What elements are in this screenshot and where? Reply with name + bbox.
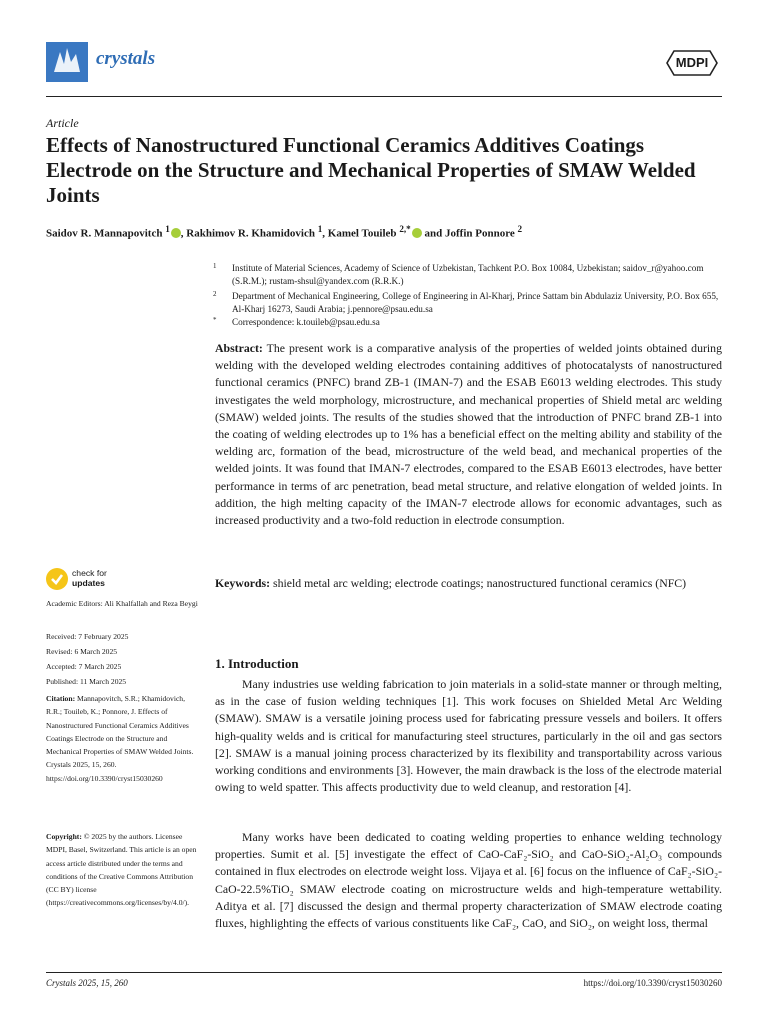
intro-paragraph-2: Many works have been dedicated to coating welding properties to enhance welding technology properties. Sumit et al. [5] investigate the effect of CaO-CaF₂-SiO₂ and CaO-SiO₂-Al₂O₃ compounds contained in flux electrodes on electrode weight loss. Vijaya et al. [6] focus on the influence of CaF₂-SiO₂-CaO-22.5%TiO₂ SMAW electrode coating on microstructure welds and high-temperature wettability. Aditya et al. [7] discussed the design and thermal property characterization of SMAW electrode coating fluxes, highlighting the effects of various constituents like CaF₂, CaO, and SiO₂, on weight loss, thermal xyxy=(215,830,722,931)
revised-date: Revised: 6 March 2025 xyxy=(46,647,118,656)
copyright xyxy=(46,830,198,910)
paper-title: Effects of Nanostructured Functional Ceramics Additives Coatings Electrode on the Structure and Mechanical Properties of SMAW Welded Joints xyxy=(46,133,696,207)
publisher-name: MDPI xyxy=(675,55,709,70)
section-heading: 1. Introduction xyxy=(215,656,299,671)
check-line2: updates xyxy=(72,577,105,588)
keywords xyxy=(215,575,722,592)
article-type: Article xyxy=(46,116,79,130)
intro-paragraph-1: Many industries use welding fabrication to join materials in a solid-state manner or through melting, as in the case of fusion welding techniques [1]. This work focuses on Shielded Metal Arc Welding (SMAW). SMAW is a versatile joining process used for fabricating pressure vessels and boilers. It offers high-quality welds and is critical for manufacturing steel structures, particularly in the oil and gas sectors [2]. SMAW is a manual joining process characterized by its flexibility and transportability across various working conditions and environments [3]. However, the main drawback is the loss of the electrode material owing to weld spatter. This affects productivity due to weld cleanup, and restoration [4]. xyxy=(215,677,722,795)
journal-name[interactable]: crystals xyxy=(96,48,156,69)
abstract-label: Abstract: xyxy=(215,341,263,355)
author-name[interactable]: Kamel Touileb xyxy=(327,227,397,240)
author-sup: 1 xyxy=(165,224,170,234)
abstract xyxy=(215,340,722,529)
mdpi-logo[interactable] xyxy=(666,50,718,76)
check-line1: check for xyxy=(72,568,107,578)
citation-label: Citation: xyxy=(46,694,76,703)
affiliation-text: Correspondence: k.touileb@psau.edu.sa xyxy=(232,317,380,327)
published-date: Published: 11 March 2025 xyxy=(46,677,127,686)
author-sup: 2 xyxy=(517,224,523,234)
abstract-text: The present work is a comparative analysis of the properties of welded joints obtained during welding with the developed welding electrodes containing additives of photocatalysts of nanostructured functional ceramics (PNFC) brand ZB-1 (IMAN-7) and the ESAB E6013 welding electrodes. This study investigates the weld morphology, microstructure, and mechanical properties of Shield metal arc welding (SMAW) welded joints. The results of the studies showed that the introduction of PNFC brand ZB-1 into the coating of welding electrodes up to 1% has a beneficial effect on the melting ability and stability of the welding arc, formation of the bead, microstructure of the weld bead, and mechanical properties of the welded joints. It was found that IMAN-7 electrodes, compared to the ESAB E6013 electrodes, have better performance in terms of arc penetration, bead metal structure, and relative elongation of welded joints. In addition, the high melting capacity of the IMAN-7 electrode allows for economic advantages, such as increased productivity and a two-fold reduction in electrode consumption. xyxy=(215,341,722,528)
author-sup: 2,* xyxy=(399,224,411,234)
affiliation-text: Department of Mechanical Engineering, College of Engineering in Al-Kharj, Prince Sattam bin Abdulaziz University, P.O. Box 655, Al-Kharj 16273, Saudi Arabia; j.pennore@psau.edu.sa xyxy=(232,291,719,314)
check-icon xyxy=(46,568,68,590)
footer-citation: Crystals 2025, 15, 260 xyxy=(46,978,128,988)
author-name[interactable]: Rakhimov R. Khamidovich xyxy=(186,227,315,240)
orcid-icon[interactable] xyxy=(171,228,181,238)
footer-doi[interactable]: https://doi.org/10.3390/cryst15030260 xyxy=(583,978,722,988)
received-date: Received: 7 February 2025 xyxy=(46,632,129,641)
author-name[interactable]: Saidov R. Mannapovitch xyxy=(46,227,163,240)
journal-logo xyxy=(46,42,88,82)
citation-text[interactable]: Mannapovitch, S.R.; Khamidovich, R.R.; Touileb, K.; Ponnore, J. Effects of Nanostructured Functional Ceramics Additives Coatings Electrode on the Structure and Mechanical Properties of SMAW Welded Joints. Crystals 2025, 15, 260. https://doi.org/10.3390/cryst15030260 xyxy=(46,694,194,783)
author-list: Saidov R. Mannapovitch $^1$ , Rakhimov R. Khamidovich $^1$, Kamel Touileb $^{2,*}$ and Joffin Ponnore $^2$ xyxy=(46,224,523,240)
copyright-label: Copyright: xyxy=(46,832,82,841)
author-sup: 1 xyxy=(317,224,323,234)
affiliation-num: 2 xyxy=(213,290,217,298)
footer-divider xyxy=(46,972,722,973)
affiliation-num: 1 xyxy=(213,262,217,270)
author-name[interactable]: Joffin Ponnore xyxy=(445,227,515,240)
keywords-text: shield metal arc welding; electrode coatings; nanostructured functional ceramics (NFC) xyxy=(273,576,687,590)
orcid-icon[interactable] xyxy=(412,228,422,238)
header-divider xyxy=(46,96,722,97)
citation xyxy=(46,692,198,785)
affiliation-text: Institute of Material Sciences, Academy of Science of Uzbekistan, Tachkent P.O. Box 10084, Uzbekistan; saidov_r@yahoo.com (S.R.M.); rustam-shsul@yandex.com (R.R.K.) xyxy=(232,263,704,286)
accepted-date: Accepted: 7 March 2025 xyxy=(46,662,122,671)
copyright-text: © 2025 by the authors. Licensee MDPI, Basel, Switzerland. This article is an open access article distributed under the terms and conditions of the Creative Commons Attribution (CC BY) license (https://creativecommons.org/licenses/by/4.0/). xyxy=(46,832,197,908)
keywords-label: Keywords: xyxy=(215,576,271,590)
affiliation-num: * xyxy=(213,316,217,324)
academic-editors: Academic Editors: Ali Khalfallah and Reza Beygi xyxy=(46,599,198,608)
